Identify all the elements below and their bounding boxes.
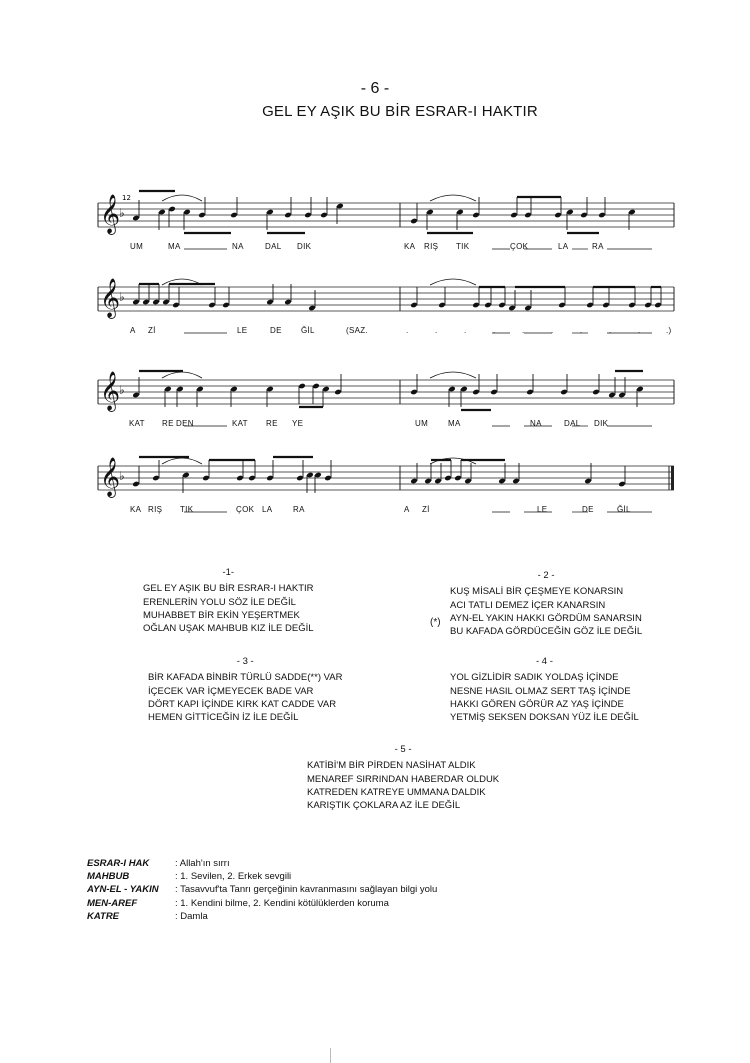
verse-line: MUHABBET BİR EKİN YEŞERTMEK	[143, 609, 300, 621]
page-fold-mark	[330, 1048, 331, 1063]
verse-line: GEL EY AŞIK BU BİR ESRAR-I HAKTIR	[143, 583, 314, 595]
footnote-marker: (*)	[430, 617, 441, 628]
verse-line: YOL GİZLİDİR SADIK YOLDAŞ İÇİNDE	[450, 672, 619, 684]
verse-line: BU KAFADA GÖRDÜCEĞİN GÖZ İLE DEĞİL	[450, 626, 643, 638]
lyric-syllable: .	[522, 326, 525, 335]
lyric-syllable: RIŞ	[424, 242, 439, 251]
lyric-syllable: TIK	[180, 505, 194, 514]
svg-text:♭: ♭	[119, 383, 125, 397]
verse-line: KUŞ MİSALİ BİR ÇEŞMEYE KONARSIN	[450, 586, 624, 598]
glossary-entry	[87, 910, 437, 923]
lyric-syllable: DIK	[594, 419, 609, 428]
lyric-syllable: (SAZ.	[346, 326, 368, 335]
song-title: GEL EY AŞIK BU BİR ESRAR-I HAKTIR	[262, 103, 538, 120]
stanza-number: - 2 -	[537, 570, 555, 581]
svg-text:12: 12	[122, 194, 131, 202]
staff-system-4	[92, 446, 674, 556]
svg-text:♭: ♭	[119, 469, 125, 483]
lyric-syllable: .	[435, 326, 438, 335]
lyric-syllable: .	[464, 326, 467, 335]
lyric-syllable: RA	[293, 505, 305, 514]
glossary-entry	[87, 857, 437, 870]
lyric-syllable: LA	[262, 505, 273, 514]
lyric-syllable: RE	[266, 419, 278, 428]
lyric-syllable: KAT	[232, 419, 248, 428]
lyric-syllable: ĞİL	[301, 326, 315, 335]
svg-text:𝄞: 𝄞	[100, 278, 121, 318]
lyric-syllable: RIŞ	[148, 505, 163, 514]
staff-notation	[92, 183, 674, 243]
verse-line: NESNE HASIL OLMAZ SERT TAŞ İÇİNDE	[450, 685, 631, 697]
lyric-syllable: MA	[448, 419, 461, 428]
verse-line: OĞLAN UŞAK MAHBUB KIZ İLE DEĞİL	[143, 623, 314, 635]
verse-line: ACI TATLI DEMEZ İÇER KANARSIN	[450, 599, 606, 611]
lyric-syllable: TIK	[456, 242, 470, 251]
stanza-number: -1-	[222, 567, 235, 578]
verse-line: KATİBİ'M BİR PİRDEN NASİHAT ALDIK	[307, 760, 476, 772]
svg-text:𝄞: 𝄞	[100, 194, 121, 234]
glossary-term: ESRAR-I HAK	[87, 858, 150, 869]
verse-line: DÖRT KAPI İÇİNDE KIRK KAT CADDE VAR	[148, 698, 337, 710]
lyric-syllable: LA	[558, 242, 569, 251]
lyric-syllable: NA	[530, 419, 542, 428]
lyric-syllable: .	[580, 326, 583, 335]
glossary-term: KATRE	[87, 910, 120, 922]
verse-line: BİR KAFADA BİNBİR TÜRLÜ SADDE(**) VAR	[148, 672, 343, 684]
lyric-syllable: MA	[168, 242, 181, 251]
lyric-syllable: ĞİL	[617, 505, 631, 514]
svg-text:𝄞: 𝄞	[100, 457, 121, 497]
lyric-syllable: .	[609, 326, 612, 335]
glossary-definition: : Allah'ın sırrı	[175, 858, 230, 869]
stanza-4	[450, 655, 639, 724]
glossary-definition: : 1. Kendini bilme, 2. Kendini kötülüklerden koruma	[175, 897, 389, 909]
glossary-definition: : Tasavvuf'ta Tanrı gerçeğinin kavranmasını sağlayan bilgi yolu	[175, 884, 438, 896]
stanza-1	[143, 566, 314, 635]
lyric-syllable: Zİ	[422, 505, 430, 514]
glossary-entry	[87, 870, 437, 883]
stanza-number: - 4 -	[535, 656, 553, 667]
glossary-entry	[87, 897, 437, 910]
stanza-number: - 5 -	[394, 744, 412, 755]
lyric-syllable: .)	[666, 326, 672, 335]
lyric-syllable: DE	[270, 326, 282, 335]
staff-notation	[92, 267, 674, 327]
svg-text:♭: ♭	[119, 206, 125, 220]
lyric-syllable: .	[406, 326, 409, 335]
stanza-5	[307, 743, 499, 812]
lyric-syllable: DAL	[564, 419, 581, 428]
lyric-syllable: LE	[537, 505, 548, 514]
lyric-syllable: DE	[582, 505, 594, 514]
staff-notation	[92, 446, 674, 506]
verse-line: HAKKI GÖREN GÖRÜR AZ YAŞ İÇİNDE	[450, 698, 624, 710]
verse-line: KATREDEN KATREYE UMMANA DALDIK	[307, 786, 486, 798]
lyric-syllable: NA	[232, 242, 244, 251]
lyric-syllable: LE	[237, 326, 248, 335]
glossary-definition: : Damla	[175, 910, 208, 922]
glossary-term: MAHBUB	[87, 871, 130, 883]
lyric-syllable: DEN	[176, 419, 194, 428]
lyric-syllable: A	[130, 326, 136, 335]
verse-line: KARIŞTIK ÇOKLARA AZ İLE DEĞİL	[307, 800, 461, 812]
lyric-syllable: KA	[404, 242, 416, 251]
lyric-syllable: KAT	[129, 419, 145, 428]
glossary-entry	[87, 883, 437, 896]
glossary-term: AYN-EL - YAKIN	[87, 884, 159, 896]
lyric-syllable: DIK	[297, 242, 312, 251]
verse-line: YETMİŞ SEKSEN DOKSAN YÜZ İLE DEĞİL	[450, 712, 639, 724]
page-number: - 6 -	[360, 80, 390, 97]
verse-line: HEMEN GİTTİCEĞİN İZ İLE DEĞİL	[148, 712, 299, 724]
stanza-3	[148, 655, 342, 724]
lyric-syllable: UM	[415, 419, 429, 428]
verse-line: İÇECEK VAR İÇMEYECEK BADE VAR	[148, 685, 314, 697]
lyric-syllable: .	[493, 326, 496, 335]
lyric-syllable: A	[404, 505, 410, 514]
verse-line: AYN-EL YAKIN HAKKI GÖRDÜM SANARSIN	[450, 612, 642, 624]
lyric-syllable: UM	[130, 242, 144, 251]
verse-line: ERENLERİN YOLU SÖZ İLE DEĞİL	[143, 596, 296, 608]
lyric-syllable: ÇOK	[510, 242, 529, 251]
lyric-syllable: .	[551, 326, 554, 335]
staff-notation	[92, 360, 674, 420]
lyric-syllable: .	[638, 326, 641, 335]
lyric-syllable: YE	[292, 419, 304, 428]
lyric-syllable: ÇOK	[236, 505, 255, 514]
glossary-definition: : 1. Sevilen, 2. Erkek sevgili	[175, 871, 292, 883]
lyric-syllable: RE	[162, 419, 174, 428]
lyric-syllable: RA	[592, 242, 604, 251]
verse-line: MENAREF SIRRINDAN HABERDAR OLDUK	[307, 773, 500, 785]
svg-text:♭: ♭	[119, 290, 125, 304]
stanza-number: - 3 -	[236, 656, 254, 667]
glossary-term: MEN-AREF	[87, 897, 138, 909]
glossary	[87, 857, 437, 923]
svg-text:𝄞: 𝄞	[100, 371, 121, 411]
lyric-syllable: DAL	[265, 242, 282, 251]
stanza-2	[450, 569, 642, 638]
lyric-syllable: Zİ	[148, 326, 156, 335]
lyric-syllable: KA	[130, 505, 142, 514]
